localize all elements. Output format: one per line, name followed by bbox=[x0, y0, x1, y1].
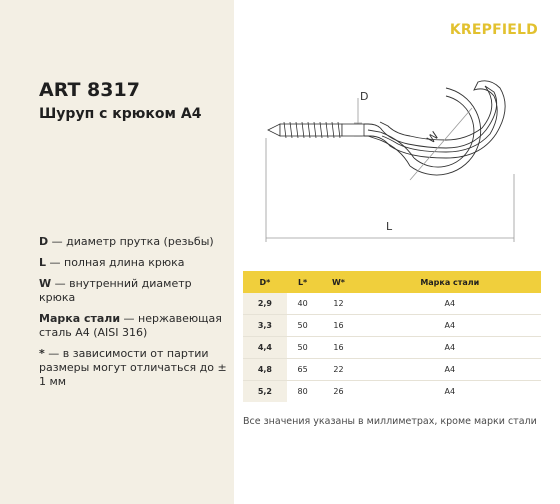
table-row: 4,4 50 16 A4 bbox=[243, 337, 541, 359]
units-note: Все значения указаны в миллиметрах, кроме марки стали bbox=[243, 416, 537, 427]
screw-thread bbox=[268, 122, 364, 138]
hook-inner bbox=[364, 81, 505, 158]
table-row: 3,3 50 16 A4 bbox=[243, 315, 541, 337]
label-d: D bbox=[360, 90, 369, 103]
table-header-row bbox=[243, 271, 541, 293]
col-l: L* bbox=[287, 271, 319, 293]
label-l: L bbox=[386, 220, 393, 233]
legend-item-note: * — в зависимости от партии размеры могут отличаться до ± 1 мм bbox=[39, 347, 227, 388]
title-block bbox=[39, 78, 201, 124]
legend-item-steel: Марка стали — нержавеющая сталь A4 (AISI 316) bbox=[39, 312, 222, 339]
legend-item-d: D — диаметр прутка (резьбы) bbox=[39, 235, 214, 248]
spec-table bbox=[243, 271, 541, 402]
info-panel bbox=[0, 0, 234, 504]
label-w: W bbox=[424, 129, 442, 147]
col-steel: Марка стали bbox=[359, 271, 541, 293]
col-d: D* bbox=[243, 271, 287, 293]
legend-item-l: L — полная длина крюка bbox=[39, 256, 185, 269]
table-row: 5,2 80 26 A4 bbox=[243, 381, 541, 403]
table-row: 2,9 40 12 A4 bbox=[243, 293, 541, 315]
w-dimension-line bbox=[410, 108, 472, 180]
dimension-legend bbox=[39, 235, 229, 396]
col-w: W* bbox=[318, 271, 358, 293]
product-name: Шуруп с крюком А4 bbox=[39, 106, 202, 122]
hook-drawing bbox=[250, 78, 540, 248]
table-row: 4,8 65 22 A4 bbox=[243, 359, 541, 381]
legend-item-w: W — внутренний диаметр крюка bbox=[39, 277, 192, 304]
article-number: ART 8317 bbox=[39, 79, 140, 101]
brand-logo: KREPFIELD bbox=[449, 22, 538, 38]
